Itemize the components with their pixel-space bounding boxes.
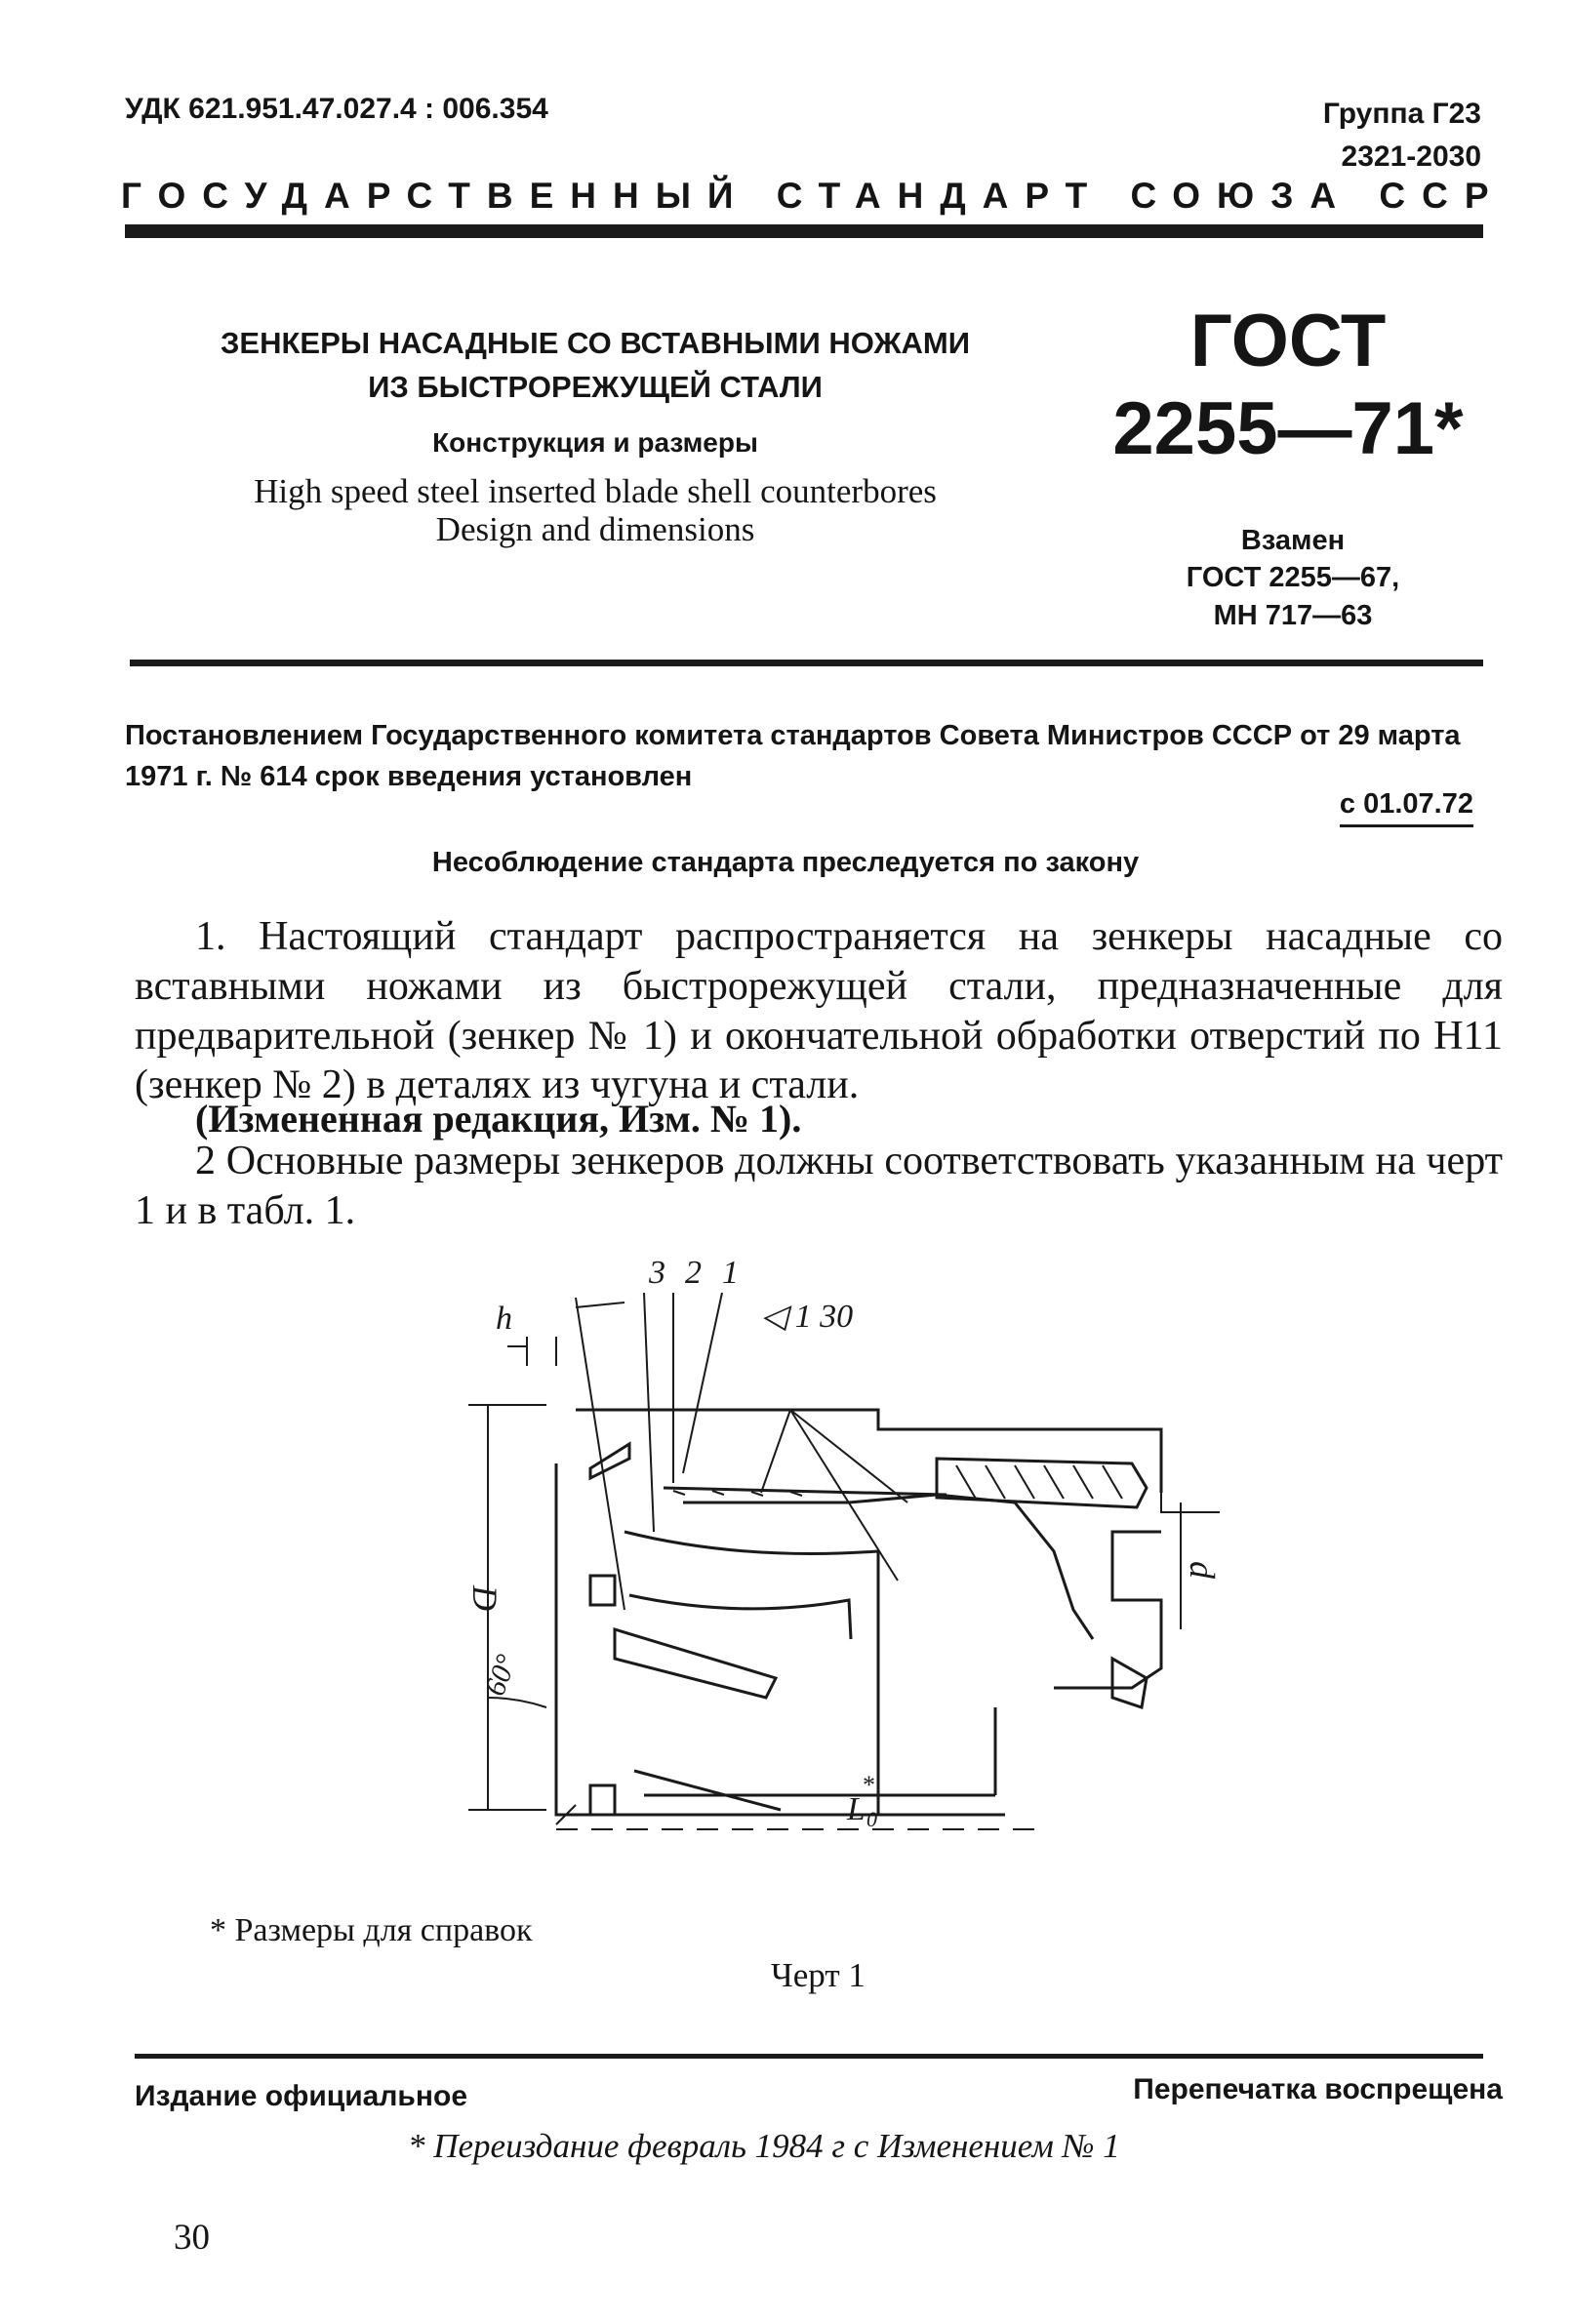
decree-text: Постановлением Государственного комитета стандартов Совета Министров СССР от 29 марта 1971 г. № 614 срок введения установлен xyxy=(125,720,1461,793)
gost-number: 2255—71* xyxy=(1112,386,1464,470)
callout-1: 1 xyxy=(722,1255,739,1291)
gost-label: ГОСТ xyxy=(1189,300,1387,382)
counterbore-drawing xyxy=(429,1239,1229,1863)
drawing-caption: Черт 1 xyxy=(771,1956,866,1994)
dim-h-label: h xyxy=(496,1301,512,1337)
footer-rule xyxy=(135,2054,1483,2059)
english-title-line-2: Design and dimensions xyxy=(435,510,755,549)
dim-L-subscript: 0 xyxy=(866,1807,877,1831)
angle-label: 60° xyxy=(478,1650,523,1701)
title-block xyxy=(146,322,1044,548)
edition-note: Издание официальное xyxy=(135,2080,468,2112)
dim-d-label: d xyxy=(1183,1561,1222,1579)
okp-code: 2321-2030 xyxy=(1341,140,1481,173)
replaces-standard-2: МН 717—63 xyxy=(1213,599,1373,631)
callout-2: 2 xyxy=(685,1255,702,1291)
paragraph-1-note: (Измененная редакция, Изм. № 1). xyxy=(195,1097,802,1141)
page-number: 30 xyxy=(174,2218,210,2258)
state-standard-banner: ГОСУДАРСТВЕННЫЙ СТАНДАРТ СОЮЗА ССР xyxy=(121,176,1506,216)
effective-date: с 01.07.72 xyxy=(1340,788,1473,827)
udk-code: УДК 621.951.47.027.4 : 006.354 xyxy=(125,93,548,125)
republication-note: * Переиздание февраль 1984 г с Изменением № 1 xyxy=(408,2127,1120,2165)
title-line-2: ИЗ БЫСТРОРЕЖУЩЕЙ СТАЛИ xyxy=(368,369,823,404)
paragraph-2: 2 Основные размеры зенкеров должны соответствовать указанным на черт 1 и в табл. 1. xyxy=(135,1139,1503,1233)
replaces-label: Взамен xyxy=(1240,525,1346,556)
footnote: * Размеры для справок xyxy=(210,1912,533,1948)
legal-warning: Несоблюдение стандарта преследуется по закону xyxy=(431,847,1140,878)
dim-L-star: * xyxy=(863,1771,875,1799)
dim-L-label: L xyxy=(847,1791,866,1827)
section-rule xyxy=(130,660,1483,666)
header-rule xyxy=(125,224,1483,238)
group-code: Группа Г23 xyxy=(1322,98,1481,130)
english-title xyxy=(146,472,1044,548)
dim-D-label: D xyxy=(465,1585,504,1611)
gost-designation xyxy=(1093,298,1483,472)
group-block xyxy=(1323,93,1481,178)
title-line-1: ЗЕНКЕРЫ НАСАДНЫЕ СО ВСТАВНЫМИ НОЖАМИ xyxy=(221,326,970,360)
replaces-standard-1: ГОСТ 2255—67, xyxy=(1186,562,1400,594)
replaces-block xyxy=(1127,522,1459,634)
reprint-note: Перепечатка воспрещена xyxy=(1133,2073,1503,2105)
subtitle: Конструкция и размеры xyxy=(432,426,758,458)
roughness-mark: ◁ 1 30 xyxy=(761,1299,854,1335)
callout-3: 3 xyxy=(649,1255,665,1291)
english-title-line-1: High speed steel inserted blade shell counterbores xyxy=(254,471,937,510)
paragraph-1: 1. Настоящий стандарт распространяется на зенкеры насадные со вставными ножами из быстрорежущей стали, предназначенные для предварительной (зенкер № 1) и окончательной обработки отверстий по Н11 (зенкер № 2) в деталях из чугуна и стали. xyxy=(135,914,1503,1108)
